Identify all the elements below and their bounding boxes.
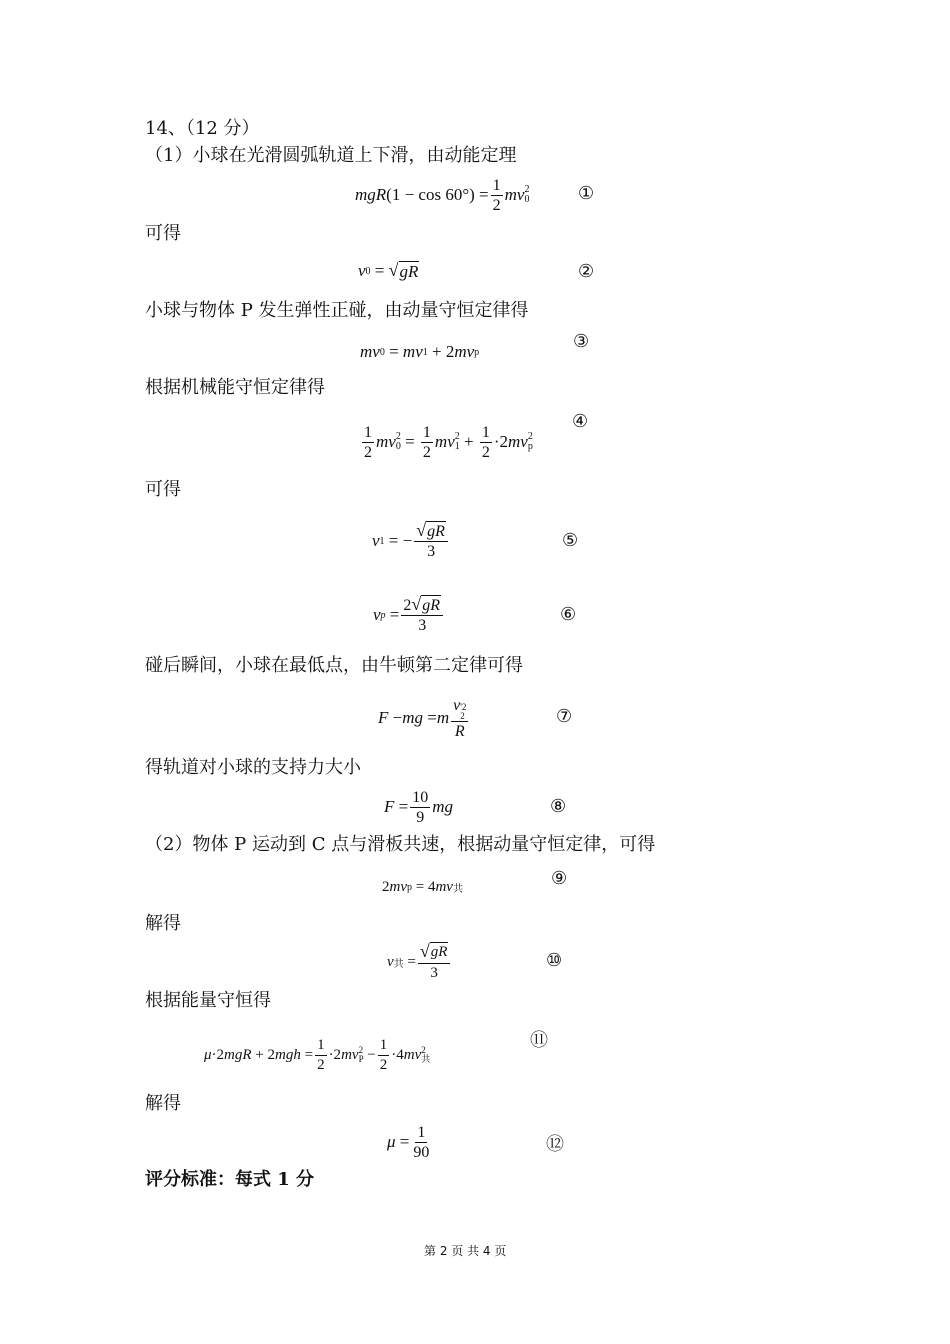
- equation-9: 2 mv p = 4 mv 共: [382, 878, 463, 895]
- subscript-gong-9: 共: [452, 883, 463, 895]
- equation-8: F = $\frac{10}{9}$ mg: [384, 788, 454, 826]
- equation-2: v 0 = √ gR: [358, 259, 419, 281]
- newton-text: 碰后瞬间，小球在最低点，由牛顿第二定律可得: [145, 655, 523, 676]
- equation-marker-5: ⑤: [562, 530, 579, 551]
- equation-marker-11: ⑪: [530, 1030, 548, 1051]
- equation-marker-3: ③: [573, 331, 590, 352]
- part2-intro: （2）物体 P 运动到 C 点与滑板共速，根据动量守恒定律，可得: [145, 834, 656, 855]
- subscript-gong-10: 共: [393, 958, 404, 970]
- subscript-gong-11: 共: [421, 1054, 431, 1064]
- equation-marker-4: ④: [572, 411, 589, 432]
- energy-text: 根据机械能守恒定律得: [145, 377, 325, 398]
- scoring-standard: 评分标准：每式 1 分: [145, 1169, 315, 1190]
- equation-marker-8: ⑧: [550, 796, 567, 817]
- equation-12: μ = $\frac{1}{90}$: [387, 1123, 430, 1161]
- equation-7: F − mg = m v '2 2 R: [378, 696, 467, 740]
- equation-11: μ ·2 mgR + 2 mgh = $\frac{1}{2}$ ·2 mv 2 P − $\frac{1}{2}$ ·4 mv 2 共: [204, 1036, 431, 1073]
- equation-marker-6: ⑥: [560, 604, 577, 625]
- kede-text-1: 可得: [145, 223, 181, 244]
- equation-marker-10: ⑩: [546, 950, 563, 971]
- equation-marker-2: ②: [578, 261, 595, 282]
- equation-4: $\frac{1}{2}$ mv 2 0 = $\frac{1}{2}$ mv 2 1 + $\frac{1}{2}$ ·2 mv 2 p: [364, 423, 533, 461]
- equation-3: mv 0 = mv 1 + 2 mv p: [360, 342, 480, 361]
- equation-6: v p = 2 √ gR 3: [373, 590, 445, 640]
- support-text: 得轨道对小球的支持力大小: [145, 757, 361, 778]
- page-footer: 第 2 页 共 4 页: [424, 1244, 507, 1258]
- kede-text-2: 可得: [145, 479, 181, 500]
- equation-1: mgR (1 − cos 60°) = $\frac{1}{2}$ mv 2 0: [355, 176, 530, 214]
- collision-text: 小球与物体 P 发生弹性正碰，由动量守恒定律得: [145, 300, 529, 321]
- energy2-text: 根据能量守恒得: [145, 990, 271, 1011]
- jiede-text-2: 解得: [145, 1093, 181, 1114]
- jiede-text-1: 解得: [145, 913, 181, 934]
- equation-marker-9: ⑨: [551, 868, 568, 889]
- equation-marker-12: ⑫: [546, 1134, 564, 1155]
- part1-intro: （1）小球在光滑圆弧轨道上下滑，由动能定理: [145, 145, 517, 166]
- equation-10: v 共 = √ gR 3: [387, 938, 452, 986]
- equation-marker-1: ①: [578, 183, 595, 204]
- problem-header: 14、（12 分）: [145, 118, 260, 139]
- equation-marker-7: ⑦: [556, 706, 573, 727]
- equation-5: v 1 = − √ gR 3: [372, 516, 450, 566]
